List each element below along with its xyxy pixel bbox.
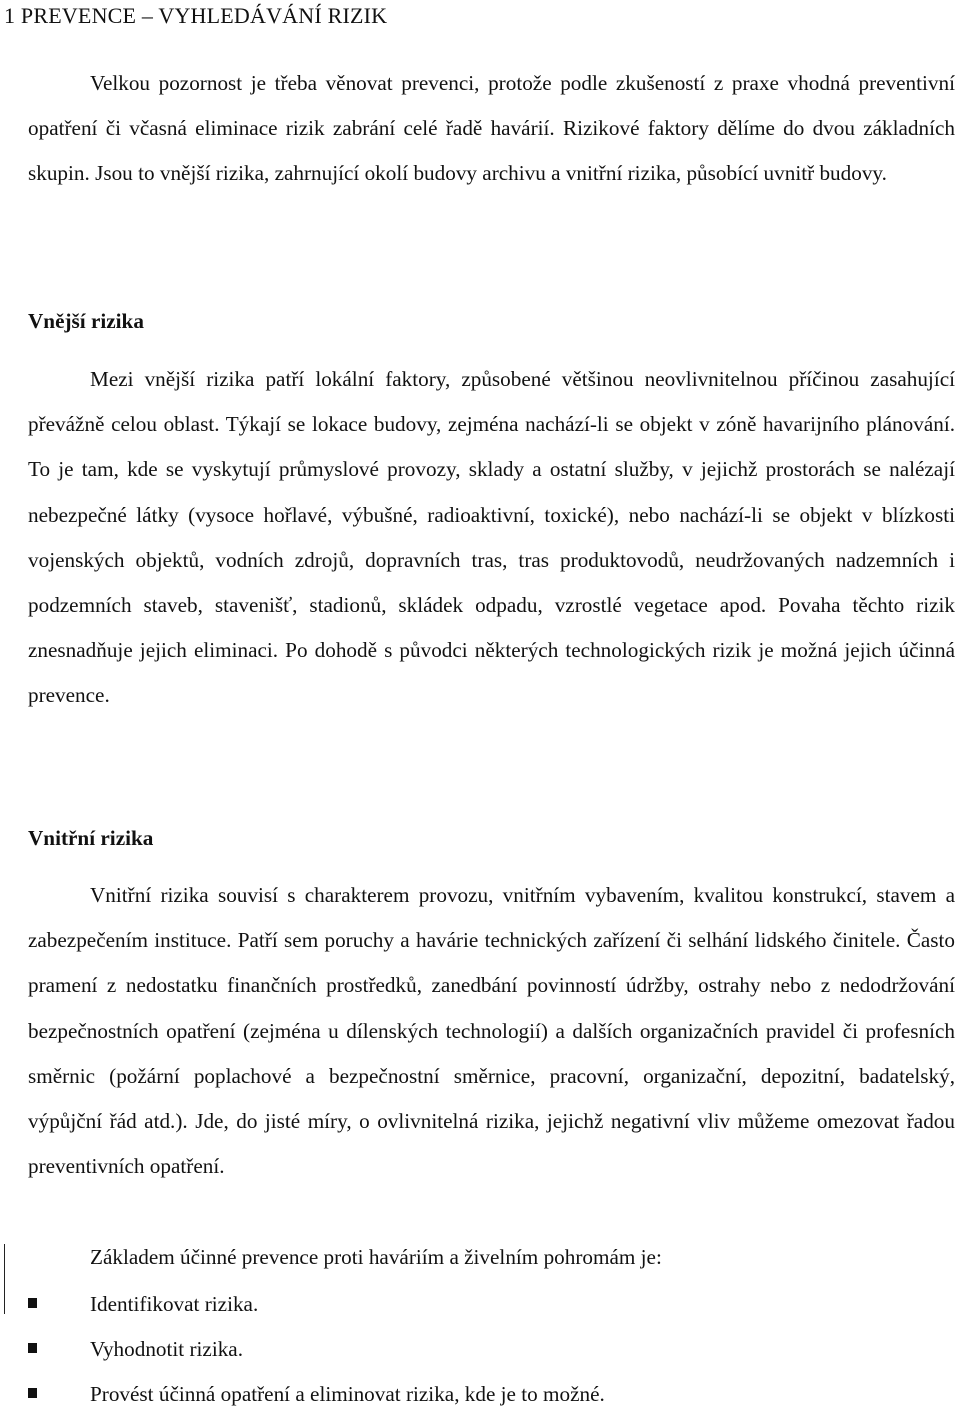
prevention-steps-list [28,1282,605,1418]
list-item [28,1372,605,1417]
intro-paragraph: Velkou pozornost je třeba věnovat prevenci, protože podle zkušeností z praxe vhodná preventivní opatření či včasná eliminace rizik zabrání celé řadě havárií. Rizikové faktory dělíme do dvou základních skupin. Jsou to vnější rizika, zahrnující okolí budovy archivu a vnitřní rizika, působící uvnitř budovy. [28,71,955,186]
list-item-text: Identifikovat rizika. [90,1292,259,1316]
list-item-text: Provést účinná opatření a eliminovat rizika, kde je to možné. [90,1382,605,1407]
section-heading-external: Vnější rizika [28,309,144,333]
page-title: 1 PREVENCE – VYHLEDÁVÁNÍ RIZIK [4,3,388,28]
list-item [28,1282,605,1327]
internal-risks-paragraph: Vnitřní rizika souvisí s charakterem provozu, vnitřním vybavením, kvalitou konstrukcí, stavem a zabezpečením instituce. Patří sem poruchy a havárie technických zařízení či selhání lidského činitele. Často pramení z nedostatku finančních prostředků, zanedbání povinností údržby, ostrahy nebo z nedodržování bezpečnostních opatření (zejména u dílenských technologií) a dalších organizačních pravidel či profesních směrnic (požární poplachové a bezpečnostní směrnice, pracovní, organizační, depozitní, badatelský, výpůjční řád atd.). Jde, do jisté míry, o ovlivnitelná rizika, jejichž negativní vliv můžeme omezovat řadou preventivních opatření. [28,883,955,1179]
margin-change-bar [4,1244,5,1314]
square-bullet-icon [28,1298,37,1308]
prevention-basis-paragraph: Základem účinné prevence proti haváriím a živelním pohromám je: [90,1245,662,1269]
list-item-text: Vyhodnotit rizika. [90,1337,243,1362]
square-bullet-icon [28,1343,37,1353]
list-item [28,1327,605,1372]
external-risks-paragraph: Mezi vnější rizika patří lokální faktory, způsobené většinou neovlivnitelnou příčinou zasahující převážně celou oblast. Týkají se lokace budovy, zejména nachází-li se objekt v zóně havarijního plánování. To je tam, kde se vyskytují průmyslové provozy, sklady a ostatní služby, v jejichž prostorách se nalézají nebezpečné látky (vysoce hořlavé, výbušné, radioaktivní, toxické), nebo nachází-li se objekt v blízkosti vojenských objektů, vodních zdrojů, dopravních tras, tras produktovodů, neudržovaných nadzemních i podzemních staveb, stavenišť, stadionů, skládek odpadu, vzrostlé vegetace apod. Povaha těchto rizik znesnadňuje jejich eliminaci. Po dohodě s původci některých technologických rizik je možná jejich účinná prevence. [28,367,955,708]
section-heading-internal: Vnitřní rizika [28,826,154,850]
square-bullet-icon [28,1388,37,1398]
